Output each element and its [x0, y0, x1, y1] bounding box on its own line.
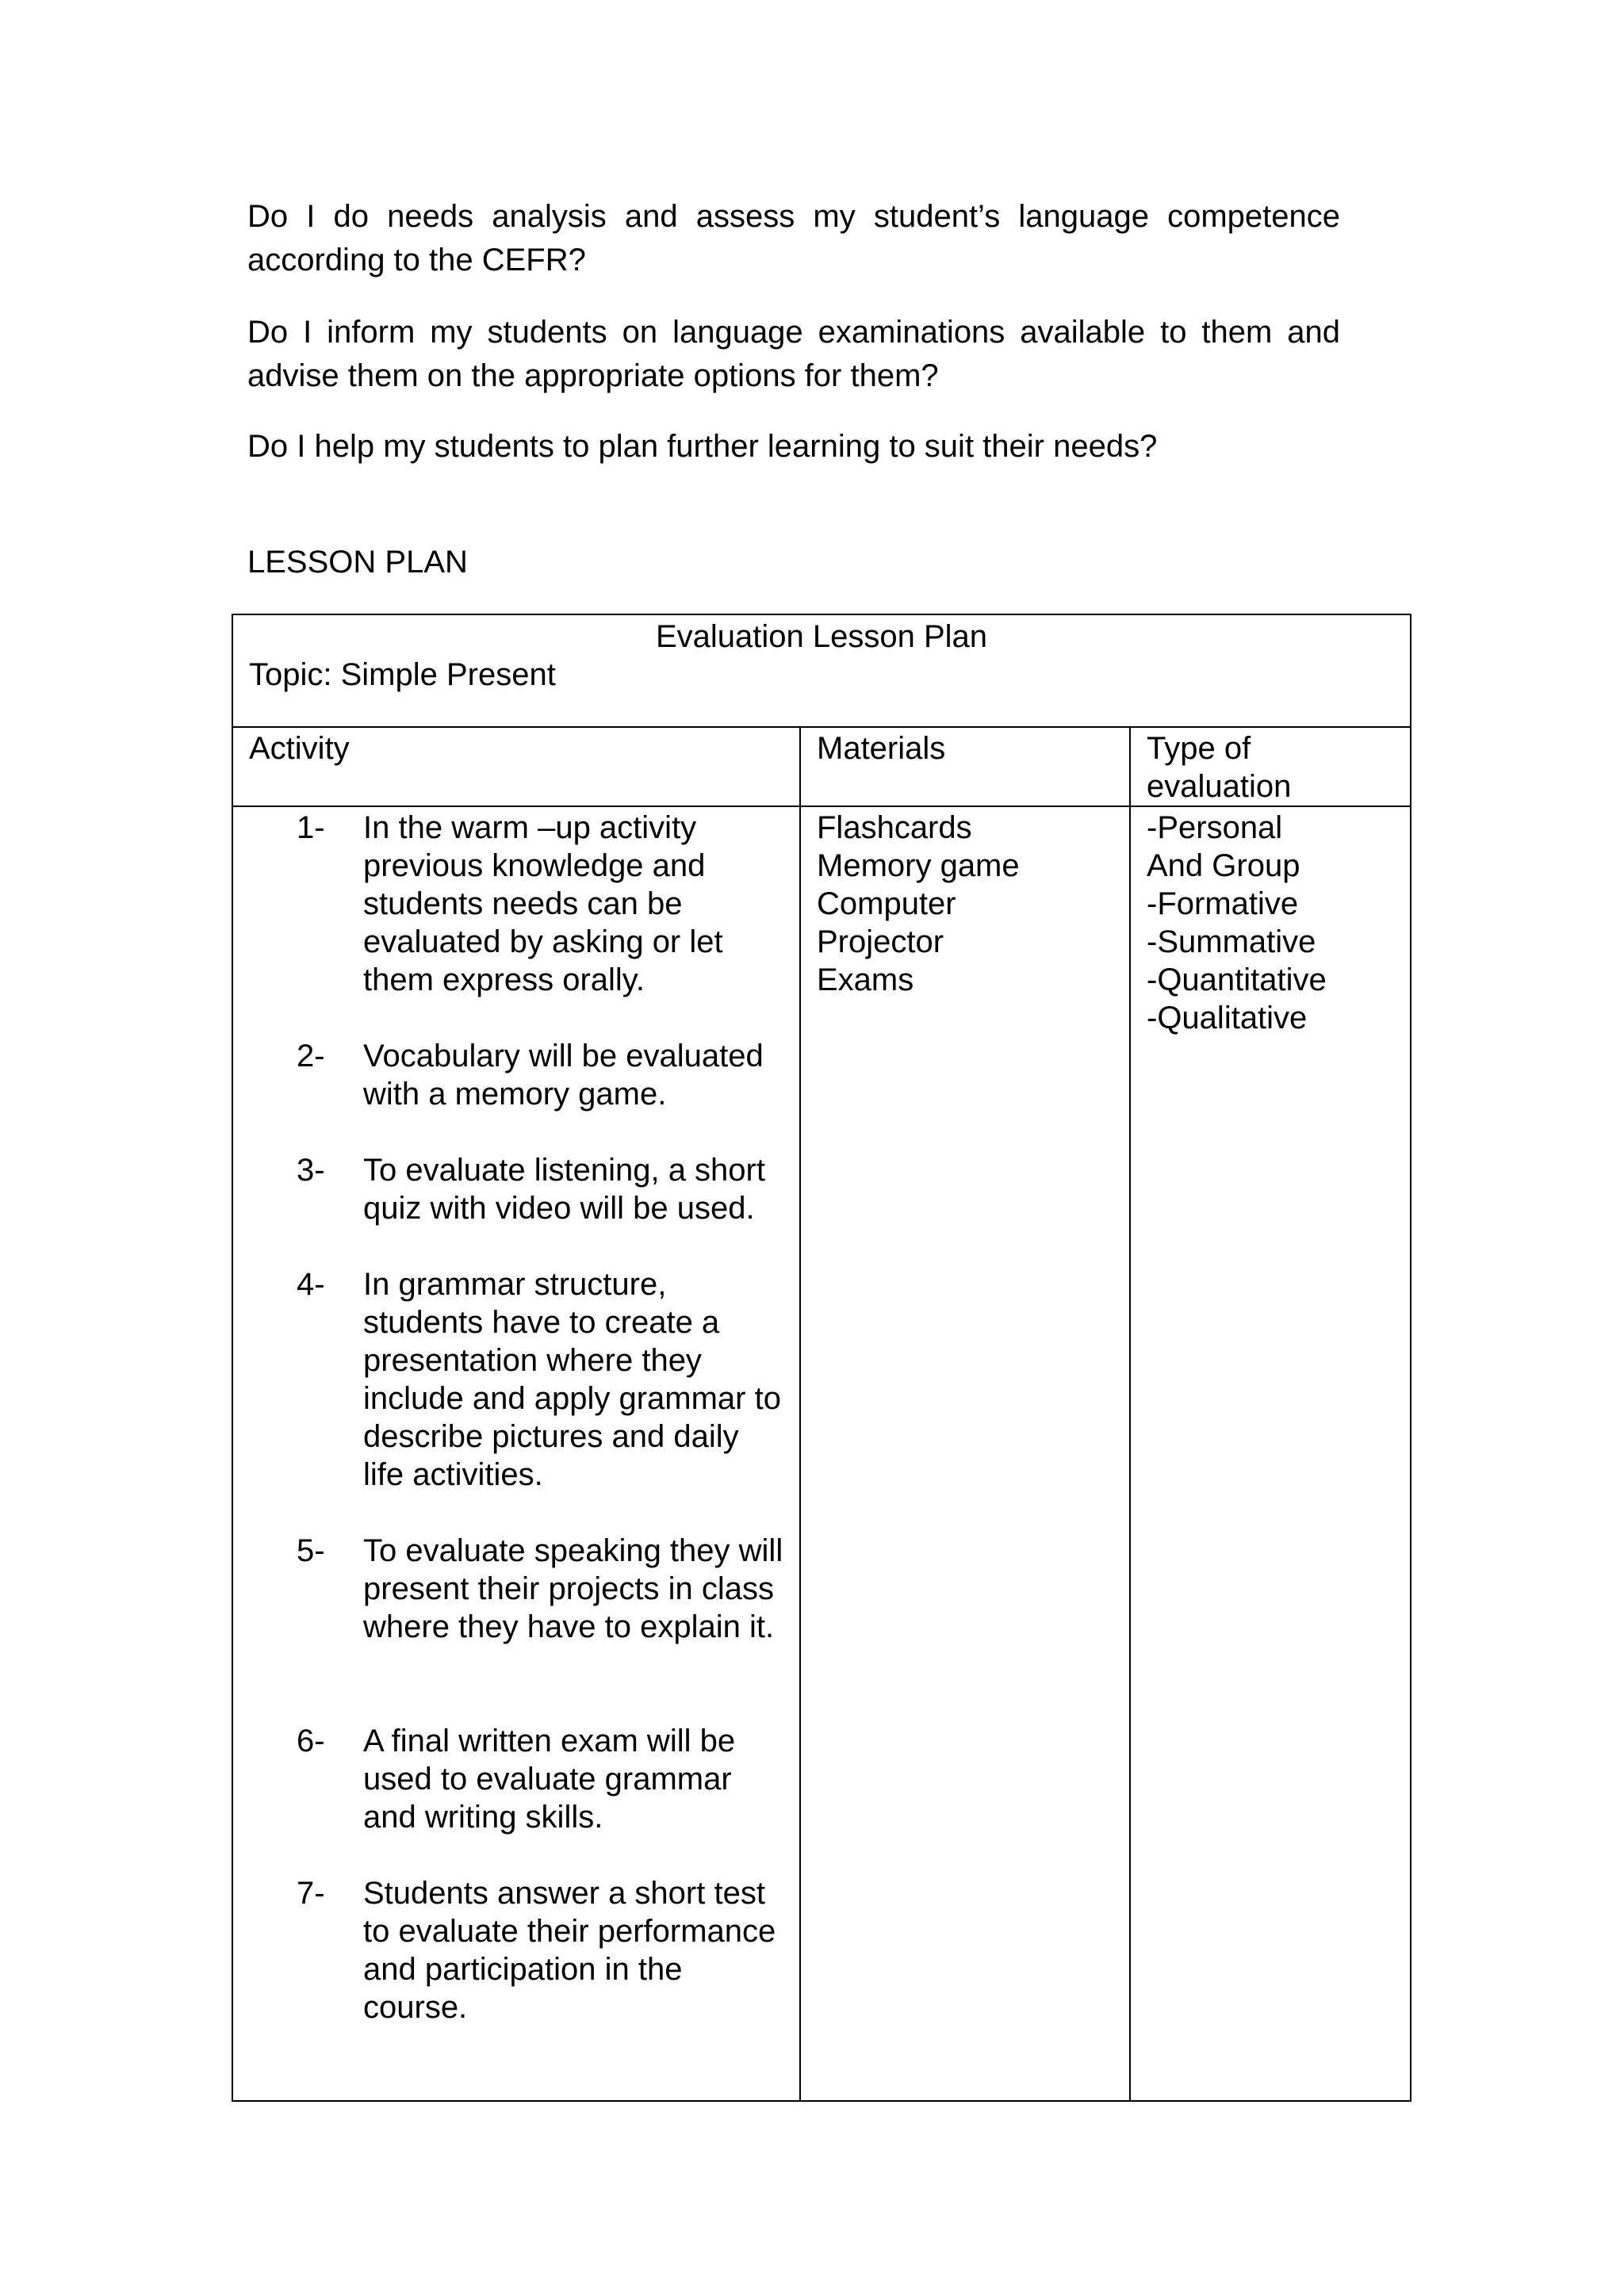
table-title-cell — [232, 614, 1411, 727]
activity-item — [249, 1151, 783, 1227]
header-type-of-evaluation: Type of evaluation — [1130, 727, 1411, 806]
header-materials: Materials — [800, 727, 1130, 806]
lesson-plan-table — [232, 614, 1411, 2102]
evaluation-type-item: -Personal — [1147, 810, 1283, 845]
evaluation-type-item: -Summative — [1147, 924, 1316, 959]
table-title: Evaluation Lesson Plan — [655, 619, 988, 654]
activity-item — [249, 809, 783, 999]
table-title-row — [232, 614, 1411, 727]
material-item: Exams — [817, 962, 914, 997]
activity-item — [249, 1037, 783, 1113]
activity-text: To evaluate speaking they will present their projects in class where they have to explain it. — [363, 1533, 783, 1644]
activity-text: Students answer a short test to evaluate their performance and participation in the course. — [363, 1876, 776, 2025]
activity-number: 6- — [297, 1724, 325, 1758]
material-item: Projector — [817, 924, 944, 959]
activity-text: In the warm –up activity previous knowledge and students needs can be evaluated by asking or let them express orally. — [363, 810, 723, 997]
material-item: Computer — [817, 886, 956, 921]
evaluation-type-item: -Formative — [1147, 886, 1299, 921]
material-item: Memory game — [817, 848, 1020, 883]
activity-number: 2- — [297, 1039, 325, 1073]
evaluation-type-item: And Group — [1147, 848, 1300, 883]
question-further-learning: Do I help my students to plan further learning to suit their needs? — [247, 429, 1158, 464]
evaluation-type-item: -Qualitative — [1147, 1001, 1308, 1035]
activity-number: 3- — [297, 1153, 325, 1188]
activity-number: 4- — [297, 1267, 325, 1302]
activity-number: 7- — [297, 1876, 325, 1911]
activity-item — [249, 1874, 783, 2026]
question-needs-analysis: Do I do needs analysis and assess my student’s language competence according to the CEFR? — [247, 199, 1340, 277]
section-heading: LESSON PLAN — [247, 545, 468, 580]
activity-text: Vocabulary will be evaluated with a memory game. — [363, 1039, 764, 1112]
table-body-row — [232, 806, 1411, 2101]
materials-list — [817, 809, 1113, 999]
evaluation-type-list — [1147, 809, 1394, 1037]
evaluation-type-item: -Quantitative — [1147, 962, 1327, 997]
question-language-examinations: Do I inform my students on language examinations available to them and advise them on the appropriate options for them? — [247, 315, 1340, 393]
activity-cell — [232, 806, 800, 2101]
activity-number: 5- — [297, 1533, 325, 1568]
activity-item — [249, 1532, 783, 1646]
table-topic: Topic: Simple Present — [249, 657, 556, 692]
material-item: Flashcards — [817, 810, 972, 845]
activity-text: To evaluate listening, a short quiz with video will be used. — [363, 1153, 765, 1226]
header-activity: Activity — [232, 727, 800, 806]
evaluation-type-cell — [1130, 806, 1411, 2101]
activity-item — [249, 1722, 783, 1836]
table-header-row — [232, 727, 1411, 806]
activity-list — [249, 809, 783, 2026]
activity-number: 1- — [297, 810, 325, 845]
activity-item — [249, 1265, 783, 1494]
activity-text: In grammar structure, students have to create a presentation where they include and apply grammar to describe pictures and daily life activities. — [363, 1267, 781, 1492]
materials-cell — [800, 806, 1130, 2101]
activity-text: A final written exam will be used to evaluate grammar and writing skills. — [363, 1724, 736, 1835]
